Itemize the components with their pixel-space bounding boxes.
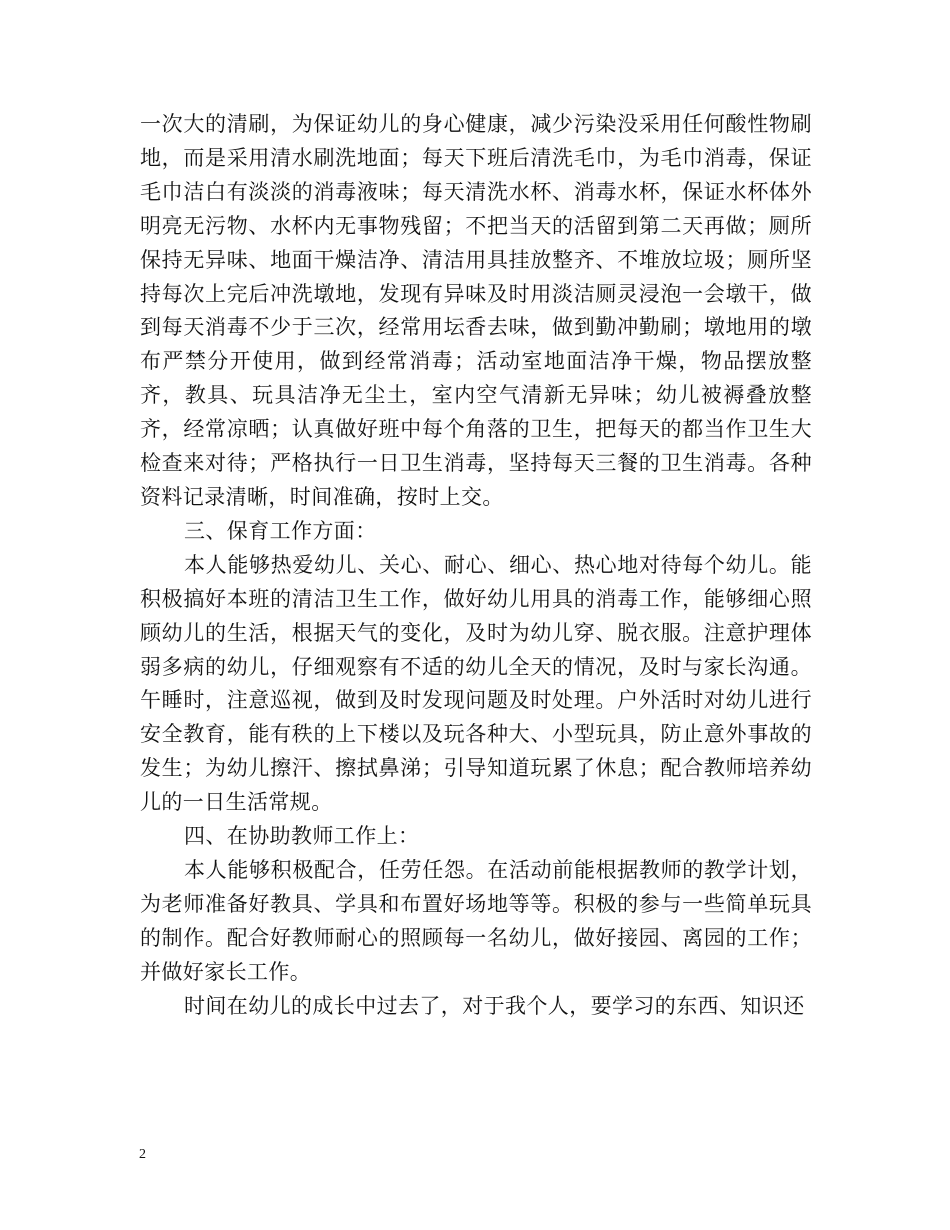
section-heading-childcare: 三、保育工作方面： [184,518,377,543]
paragraph-hygiene-continued: 一次大的清刷，为保证幼儿的身心健康，减少污染没采用任何酸性物刷地，而是采用清水刷洗地面；每天下班后清洗毛巾，为毛巾消毒，保证毛巾洁白有淡淡的消毒液味；每天清洗水杯、消毒水杯，保证水杯体外明亮无污物、水杯内无事物残留；不把当天的活留到第二天再做；厕所保持无异味、地面干燥洁净、清洁用具挂放整齐、不堆放垃圾；厕所坚持每次上完后冲洗墩地，发现有异味及时用淡洁厕灵浸泡一会墩干，做到每天消毒不少于三次，经常用坛香去味，做到勤冲勤刷；墩地用的墩布严禁分开使用，做到经常消毒；活动室地面洁净干燥，物品摆放整齐，教具、玩具洁净无尘土，室内空气清新无异味；幼儿被褥叠放整齐，经常凉晒；认真做好班中每个角落的卫生，把每天的都当作卫生大检查来对待；严格执行一日卫生消毒，坚持每天三餐的卫生消毒。各种资料记录清晰，时间准确，按时上交。 [140,112,812,509]
paragraph-closing: 时间在幼儿的成长中过去了，对于我个人，要学习的东西、知识还 [184,993,805,1018]
body-text [140,108,812,1023]
paragraph-assist-teacher: 本人能够积极配合，任劳任怨。在活动前能根据教师的教学计划，为老师准备好教具、学具和布置好场地等等。积极的参与一些简单玩具的制作。配合好教师耐心的照顾每一名幼儿，做好接园、离园的工作；并做好家长工作。 [140,857,812,984]
paragraph-childcare: 本人能够热爱幼儿、关心、耐心、细心、热心地对待每个幼儿。能积极搞好本班的清洁卫生工作，做好幼儿用具的消毒工作，能够细心照顾幼儿的生活，根据天气的变化，及时为幼儿穿、脱衣服。注意护理体弱多病的幼儿，仔细观察有不适的幼儿全天的情况，及时与家长沟通。午睡时，注意巡视，做到及时发现问题及时处理。户外活时对幼儿进行安全教育，能有秩的上下楼以及玩各种大、小型玩具，防止意外事故的发生；为幼儿擦汗、擦拭鼻涕；引导知道玩累了休息；配合教师培养幼儿的一日生活常规。 [140,552,812,815]
page-number: 2 [139,1147,146,1162]
section-heading-assist-teacher: 四、在协助教师工作上： [184,824,420,849]
